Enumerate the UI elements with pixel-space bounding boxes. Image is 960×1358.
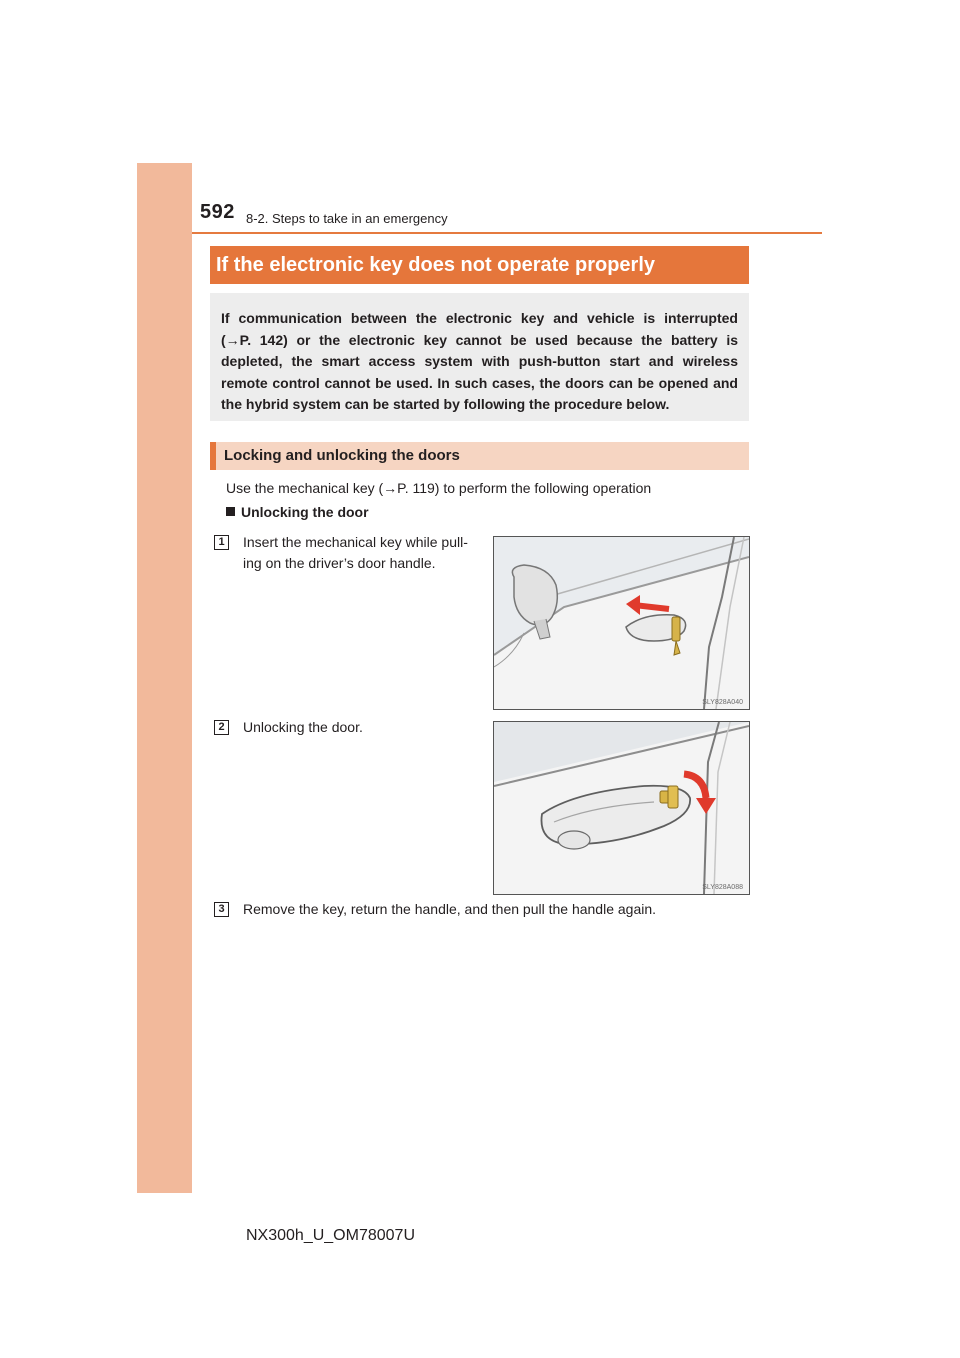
- step-2-text: Unlocking the door.: [243, 719, 363, 735]
- bullet-square-icon: [226, 507, 235, 516]
- usage-text: Use the mechanical key (→P. 119) to perform the following operation: [226, 480, 652, 496]
- step-1-line-1: Insert the mechanical key while pull-: [243, 534, 468, 550]
- bullet-heading: [226, 504, 369, 520]
- step-badge-1: 1: [214, 535, 229, 550]
- step-1-line-2: ing on the driver’s door handle.: [243, 555, 436, 571]
- intro-line: remote control cannot be used. In such cases, the doors can be opened and: [221, 374, 738, 391]
- key-turn-illustration: [494, 722, 749, 894]
- step-3-text: Remove the key, return the handle, and then pull the handle again.: [243, 901, 657, 917]
- section-label: 8-2. Steps to take in an emergency: [246, 211, 448, 226]
- door-handle-key-illustration: [494, 537, 749, 709]
- figure-insert-key: [493, 536, 750, 710]
- figure-code: SLY828A088: [702, 884, 743, 891]
- intro-line: the hybrid system can be started by following the procedure below.: [221, 396, 670, 412]
- intro-line: If communication between the electronic key and vehicle is interrupted: [221, 310, 738, 326]
- figure-unlock-door: [493, 721, 750, 895]
- subsection-title: Locking and unlocking the doors: [210, 442, 749, 470]
- side-tab: [137, 163, 192, 1193]
- section-title: If the electronic key does not operate properly: [210, 246, 749, 284]
- document-code: NX300h_U_OM78007U: [246, 1227, 415, 1244]
- header-rule: [192, 232, 822, 234]
- step-badge-2: 2: [214, 720, 229, 735]
- step-1-text: [243, 532, 468, 574]
- figure-code: SLY828A040: [702, 699, 743, 706]
- intro-line: (→P. 142) or the electronic key cannot be used because the battery is: [221, 331, 738, 348]
- page-number: 592: [200, 201, 235, 223]
- bullet-heading-text: Unlocking the door: [241, 504, 369, 520]
- intro-line: depleted, the smart access system with push-button start and wireless: [221, 353, 738, 369]
- step-badge-3: 3: [214, 902, 229, 917]
- intro-box: [210, 293, 749, 421]
